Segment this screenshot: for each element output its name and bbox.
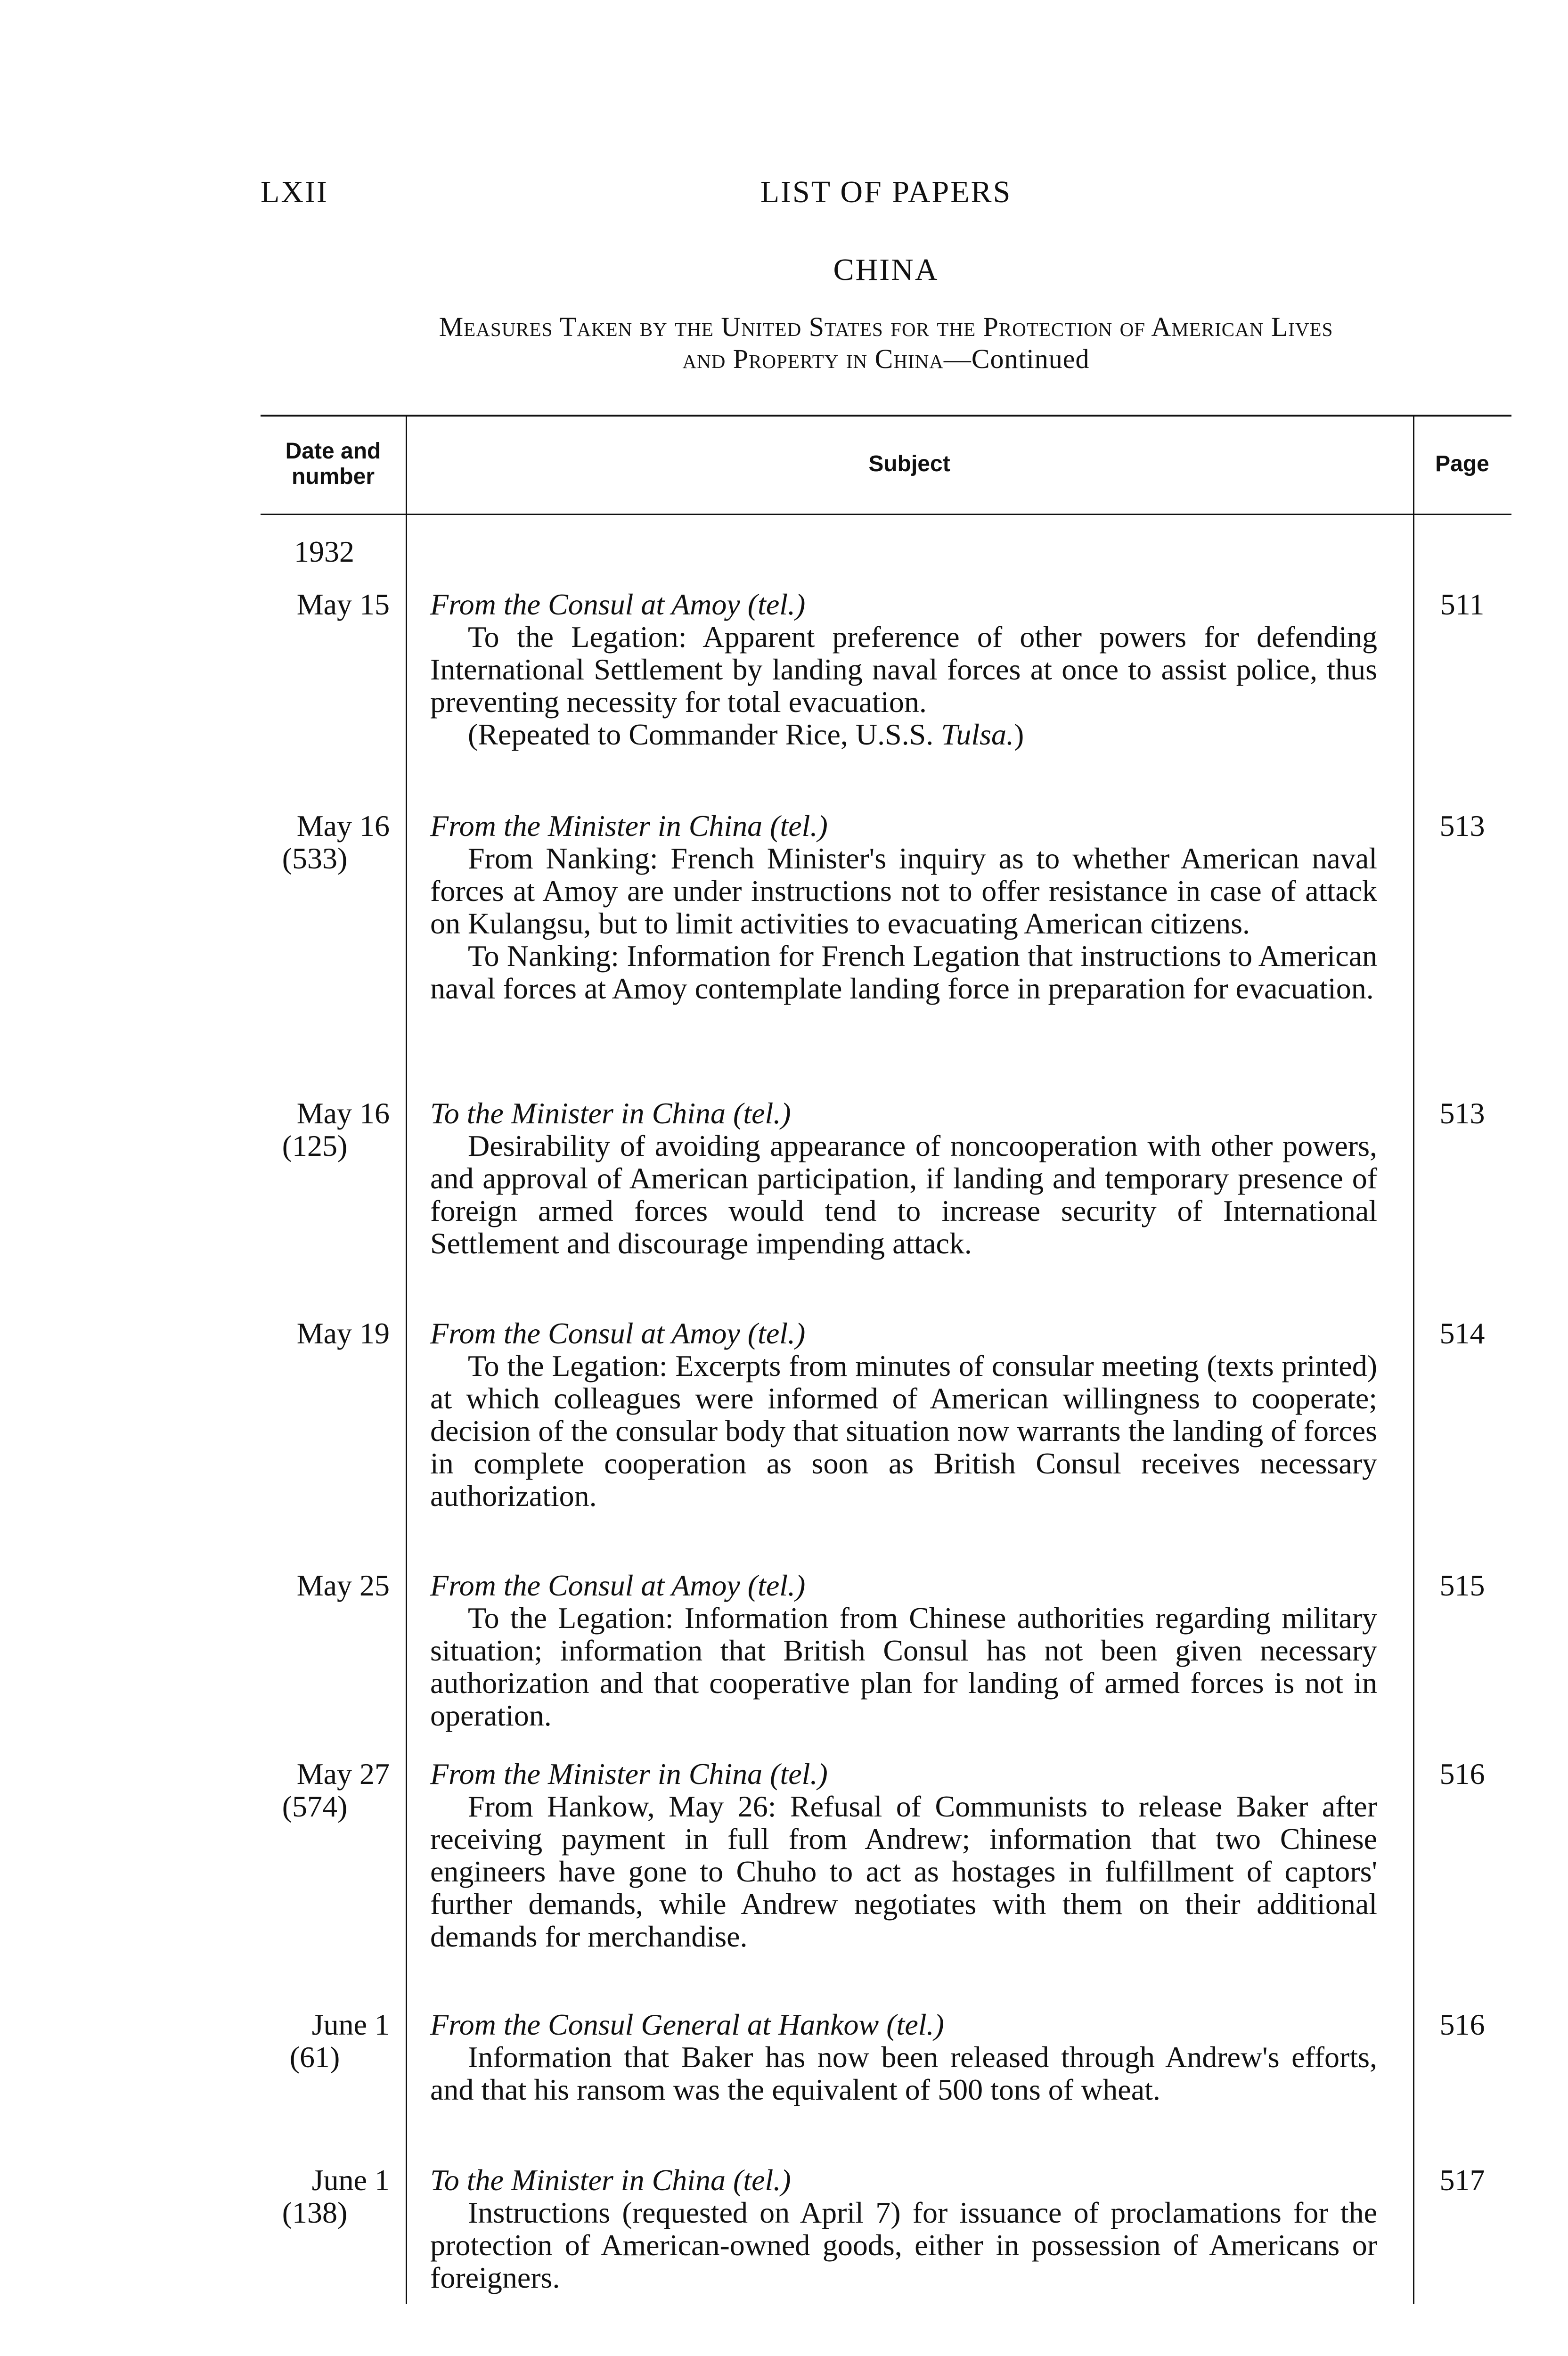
- running-head: [261, 174, 1511, 212]
- entry-date: June 1: [311, 2008, 390, 2041]
- page-folio: LXII: [261, 175, 328, 209]
- entry-number: (533): [282, 842, 348, 875]
- entry-date-cell: [261, 1569, 397, 1602]
- entry-subject-cell: [430, 1317, 1377, 1512]
- column-header-subject: Subject: [868, 451, 950, 476]
- entry-heading: From the Consul at Amoy (tel.): [430, 588, 806, 621]
- entry-subject-cell: [430, 1758, 1377, 1953]
- column-header-date: [261, 415, 406, 514]
- entry-page-number: 514: [1439, 1317, 1485, 1350]
- country-heading: CHINA: [833, 253, 939, 287]
- entry-date: May 15: [296, 588, 390, 621]
- entry-date-cell: [261, 810, 397, 875]
- entry-summary: From Nanking: French Minister's inquiry as to whether American naval forces at Amoy are under instructions not to offer resistance in case of attack on Kulangsu, but to limit activities to evacuating American citizens.: [430, 842, 1377, 940]
- entry-subject-cell: [430, 1097, 1377, 1260]
- entry-heading: From the Minister in China (tel.): [430, 809, 828, 843]
- entry-page-number: 513: [1439, 1096, 1485, 1130]
- entry-subject-cell: [430, 2008, 1377, 2106]
- entry-page-number: 517: [1439, 2163, 1485, 2197]
- section-title-line2: [261, 343, 1511, 375]
- entry-date: May 16: [296, 809, 390, 843]
- entry-heading: From the Consul General at Hankow (tel.): [430, 2008, 944, 2041]
- entry-subject-cell: [430, 2164, 1377, 2294]
- entry-number: (138): [282, 2196, 348, 2229]
- entry-summary: (Repeated to Commander Rice, U.S.S. Tulsa.): [468, 718, 1024, 751]
- entry-summary: To Nanking: Information for French Legation that instructions to American naval forces at Amoy contemplate landing force in preparation for evacuation.: [430, 939, 1377, 1005]
- column-header-date-line1: Date and: [285, 439, 381, 464]
- entry-summary: To the Legation: Information from Chinese authorities regarding military situation; information that British Consul has not been given necessary authorization and that cooperative plan for landing of armed forces is not in operation.: [430, 1601, 1377, 1732]
- running-title: LIST OF PAPERS: [760, 175, 1012, 209]
- entry-heading: To the Minister in China (tel.): [430, 1096, 791, 1130]
- entry-subject-cell: [430, 1569, 1377, 1732]
- entry-date: June 1: [311, 2163, 390, 2197]
- entry-date-cell: [261, 1097, 397, 1162]
- entry-date-cell: [261, 1758, 397, 1823]
- section-title-line2-sc: and Property in China: [682, 344, 944, 374]
- entry-number: (574): [282, 1790, 348, 1823]
- entry-date-cell: [261, 1317, 397, 1350]
- table-header-rule: [261, 514, 1511, 515]
- entry-summary: Instructions (requested on April 7) for issuance of proclamations for the protection of American-owned goods, either in possession of Americans or foreigners.: [430, 2196, 1377, 2294]
- entry-date: May 16: [296, 1096, 390, 1130]
- entry-summary: To the Legation: Apparent preference of other powers for defending International Settlement by landing naval forces at once to assist police, thus preventing necessity for total evacuation.: [430, 620, 1377, 719]
- column-divider-date: [406, 415, 407, 2304]
- year-label: 1932: [294, 535, 354, 568]
- section-title: [261, 311, 1511, 375]
- entry-date-cell: [261, 588, 397, 621]
- entry-page-number: 515: [1439, 1569, 1485, 1602]
- entry-summary: From Hankow, May 26: Refusal of Communists to release Baker after receiving payment in full from Andrew; information that two Chinese engineers have gone to Chuho to act as hostages in fulfillment of captors' further demands, while Andrew negotiates with them on their additional demands for merchandise.: [430, 1790, 1377, 1953]
- entry-date: May 25: [296, 1569, 390, 1602]
- entry-heading: From the Minister in China (tel.): [430, 1757, 828, 1791]
- column-header-date-line2: number: [291, 464, 375, 489]
- entry-date-cell: [261, 2008, 397, 2073]
- papers-table: [261, 415, 1511, 2304]
- entry-date: May 27: [296, 1757, 390, 1791]
- section-title-suffix: —Continued: [943, 344, 1090, 374]
- entry-date-cell: [261, 2164, 397, 2229]
- column-header-page: Page: [1435, 451, 1489, 476]
- entry-heading: To the Minister in China (tel.): [430, 2163, 791, 2197]
- entry-heading: From the Consul at Amoy (tel.): [430, 1317, 806, 1350]
- entry-subject-cell: [430, 810, 1377, 1005]
- entry-page-number: 513: [1439, 809, 1485, 843]
- entry-number: (125): [282, 1129, 348, 1162]
- ship-name: Tulsa.: [941, 718, 1014, 751]
- entry-page-number: 511: [1440, 588, 1485, 621]
- entry-page-number: 516: [1439, 2008, 1485, 2041]
- entry-number: (61): [289, 2040, 340, 2074]
- entry-heading: From the Consul at Amoy (tel.): [430, 1569, 806, 1602]
- entry-summary: Information that Baker has now been released through Andrew's efforts, and that his ransom was the equivalent of 500 tons of wheat.: [430, 2040, 1377, 2106]
- entry-date: May 19: [296, 1317, 390, 1350]
- entry-page-number: 516: [1439, 1757, 1485, 1791]
- entry-summary: To the Legation: Excerpts from minutes of consular meeting (texts printed) at which colleagues were informed of American willingness to cooperate; decision of the consular body that situation now warrants the landing of forces in complete cooperation as soon as British Consul receives necessary authorization.: [430, 1349, 1377, 1513]
- entry-summary: Desirability of avoiding appearance of noncooperation with other powers, and approval of American participation, if landing and temporary presence of foreign armed forces would tend to increase security of International Settlement and discourage impending attack.: [430, 1129, 1377, 1260]
- entry-subject-cell: [430, 588, 1377, 751]
- section-title-line1: Measures Taken by the United States for the Protection of American Lives: [439, 311, 1333, 342]
